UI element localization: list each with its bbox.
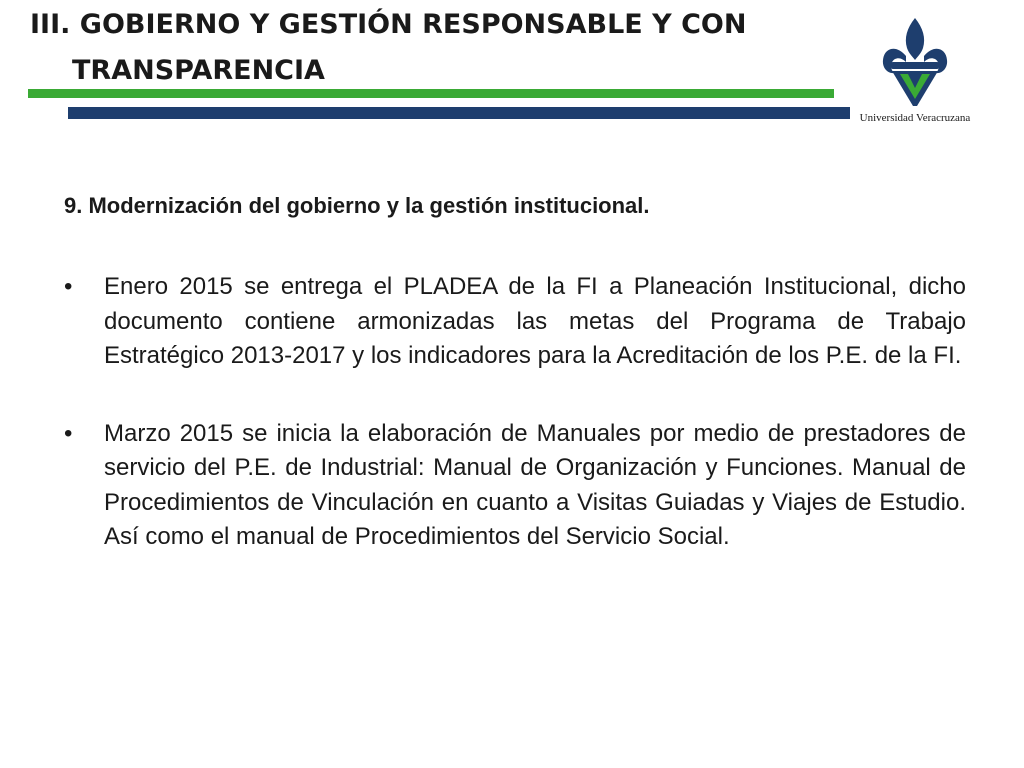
- bullet-list: [64, 270, 966, 555]
- bullet-marker: •: [64, 419, 73, 447]
- fleur-de-lis-v-emblem-icon: [880, 16, 950, 108]
- section-subheading: 9. Modernización del gobierno y la gestión institucional.: [64, 193, 650, 218]
- blue-divider-bar: [68, 107, 850, 119]
- bullet-item: [64, 270, 966, 374]
- green-divider-bar: [28, 89, 834, 98]
- bullet-marker: •: [64, 273, 73, 300]
- bullet-item: [64, 417, 966, 555]
- bullet-text: Marzo 2015 se inicia la elaboración de Manuales por medio de prestadores de servicio del P.E. de Industrial: Manual de Organización y Funciones. Manual de Procedimientos de Vinculación en cuanto a Visitas Guiadas y Viajes de Estudio. Así como el manual de Procedimientos del Servicio Social.: [104, 419, 966, 550]
- slide-title: [30, 2, 830, 94]
- university-logo: [850, 12, 980, 128]
- slide-title-line-1: III. GOBIERNO Y GESTIÓN RESPONSABLE Y CON: [30, 9, 747, 40]
- slide-content: [64, 190, 966, 598]
- slide-title-line-2: TRANSPARENCIA: [72, 55, 325, 86]
- bullet-text: Enero 2015 se entrega el PLADEA de la FI a Planeación Institucional, dicho documento contiene armonizadas las metas del Programa de Trabajo Estratégico 2013-2017 y los indicadores para la Acreditación de los P.E. de la FI.: [104, 273, 966, 369]
- logo-text: Universidad Veracruzana: [859, 112, 971, 124]
